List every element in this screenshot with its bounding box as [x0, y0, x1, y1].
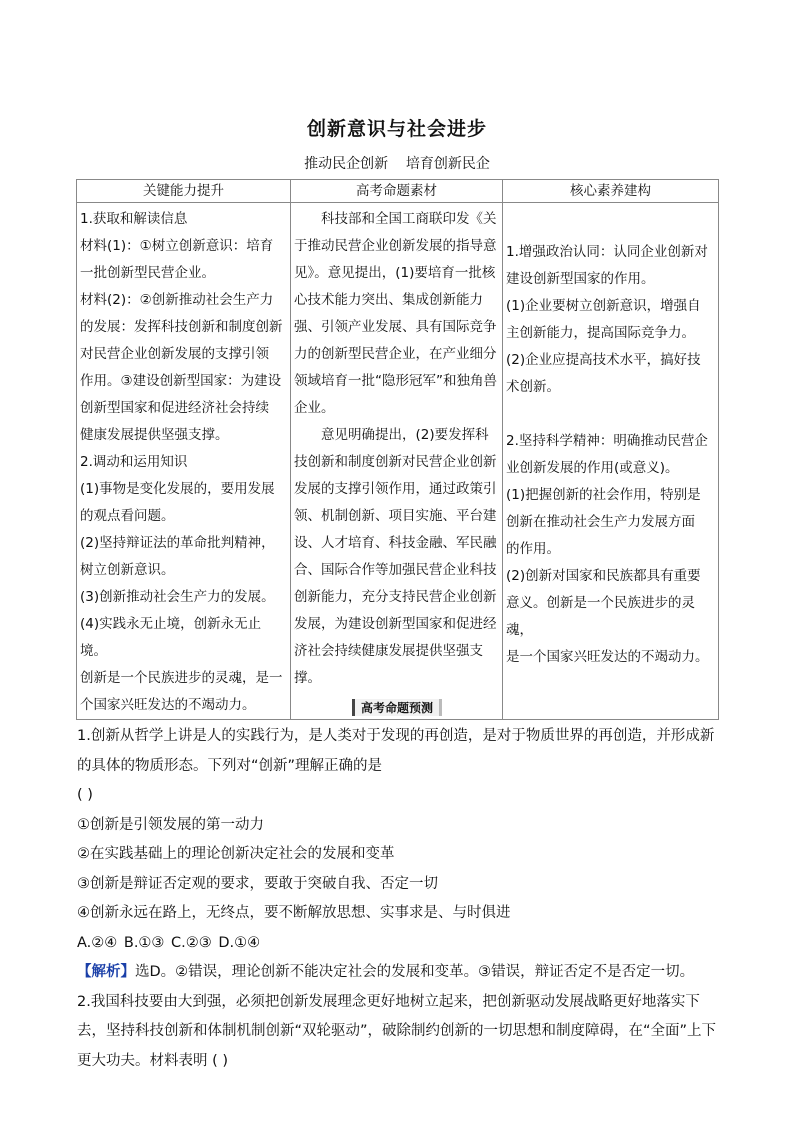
text-line: (2)坚持辩证法的革命批判精神， — [80, 535, 275, 551]
text-line: 作用。③建设创新型国家：为建设 — [80, 373, 282, 389]
text-line: (1)事物是变化发展的，要用发展 — [80, 481, 275, 497]
text-line: 的作用。 — [506, 541, 560, 557]
text-line: 术创新。 — [506, 379, 560, 395]
text-line: 材料(1)：①树立创新意识：培育 — [80, 238, 274, 254]
literacy-block-2 — [506, 428, 715, 671]
text-line: 2.调动和运用知识 — [80, 454, 188, 470]
text-line: 材料(2)：②创新推动社会生产力 — [80, 292, 274, 308]
text-line: 创新是一个民族进步的灵魂，是一 — [80, 670, 283, 686]
analysis-table — [76, 179, 719, 720]
material-paragraph-1: 科技部和全国工商联印发《关于推动民营企业创新发展的指导意见》。意见提出，(1)要培育一批核心技术能力突出、集成创新能力强、引领产业发展、具有国际竞争力的创新型民营企业，在产业细分领域培育一批“隐形冠军”和独角兽企业。 — [294, 211, 497, 416]
text-line: 意义。创新是一个民族进步的灵魂， — [506, 595, 695, 638]
text-line: 创新型国家和促进经济社会持续 — [80, 400, 269, 416]
text-line: 2.坚持科学精神：明确推动民营企 — [506, 433, 708, 449]
text-line: 是一个国家兴旺发达的不竭动力。 — [506, 649, 709, 665]
literacy-block-1 — [506, 239, 715, 401]
text-line: 建设创新型国家的作用。 — [506, 271, 655, 287]
text-line: 对民营企业创新发展的支撑引领 — [80, 346, 269, 362]
question-1-stem: 1.创新从哲学上讲是人的实践行为，是人类对于发现的再创造，是对于物质世界的再创造，并形成新的具体的物质形态。下列对“创新”理解正确的是 — [77, 728, 715, 774]
table-header-row — [77, 180, 719, 203]
text-line: 一批创新型民营企业。 — [80, 265, 215, 281]
text-line: (1)把握创新的社会作用，特别是 — [506, 487, 701, 503]
text-line: 树立创新意识。 — [80, 562, 175, 578]
text-line: (2)创新对国家和民族都具有重要 — [506, 568, 701, 584]
text-line: 业创新发展的作用(或意义)。 — [506, 460, 679, 476]
question-1-item: ③创新是辩证否定观的要求，要敢于突破自我、否定一切 — [77, 875, 438, 892]
analysis-text: 选D。②错误，理论创新不能决定社会的发展和变革。③错误，辩证否定不是否定一切。 — [135, 964, 695, 980]
text-line: 健康发展提供坚强支撑。 — [80, 427, 229, 443]
question-1-blank: ( ) — [77, 787, 93, 803]
question-1-item: ①创新是引领发展的第一动力 — [77, 816, 264, 833]
text-line: 1.增强政治认同：认同企业创新对 — [506, 244, 708, 260]
text-line: 的观点看问题。 — [80, 508, 175, 524]
text-line: 创新在推动社会生产力发展方面 — [506, 514, 695, 530]
analysis-tag: 【解析】 — [77, 964, 135, 980]
section-banner — [0, 699, 794, 716]
question-1-analysis — [77, 958, 719, 988]
page-title: 创新意识与社会进步 — [306, 118, 487, 140]
text-line: 1.获取和解读信息 — [80, 211, 188, 227]
text-line: (3)创新推动社会生产力的发展。 — [80, 589, 275, 605]
header-exam-material: 高考命题素材 — [291, 180, 503, 203]
key-ability-cell — [77, 203, 291, 720]
question-1-options: A.②④ B.①③ C.②③ D.①④ — [77, 934, 261, 951]
header-key-ability: 关键能力提升 — [77, 180, 291, 203]
text-line: 个国家兴旺发达的不竭动力。 — [80, 697, 256, 713]
header-core-literacy: 核心素养建构 — [503, 180, 719, 203]
banner-label: 高考命题预测 — [352, 699, 442, 716]
text-line: (4)实践永无止境，创新永无止境。 — [80, 616, 262, 659]
core-literacy-cell — [503, 203, 719, 720]
question-1-item: ②在实践基础上的理论创新决定社会的发展和变革 — [77, 846, 395, 862]
text-line: 的发展：发挥科技创新和制度创新 — [80, 319, 283, 335]
question-section — [77, 722, 719, 1076]
text-line: (1)企业要树立创新意识，增强自 — [506, 298, 701, 314]
question-1-item: ④创新永远在路上，无终点，要不断解放思想、实事求是、与时俱进 — [77, 905, 511, 921]
material-paragraph-2: 意见明确提出，(2)要发挥科技创新和制度创新对民营企业创新发展的支撑引领作用，通过政策引领、机制创新、项目实施、平台建设、人才培育、科技金融、军民融合、国际合作等加强民营企业科技创新能力，充分支持民营企业创新发展，为建设创新型国家和促进经济社会持续健康发展提供坚强支撑。 — [294, 427, 497, 686]
question-2-stem: 2.我国科技要由大到强，必须把创新发展理念更好地树立起来，把创新驱动发展战略更好地落实下去，坚持科技创新和体制机制创新“双轮驱动”，破除制约创新的一切思想和制度障碍，在“全面”上下更大功夫。材料表明 ( ) — [77, 993, 717, 1069]
text-line: 主创新能力，提高国际竞争力。 — [506, 325, 695, 341]
page-subtitle: 推动民企创新 培育创新民企 — [304, 156, 490, 172]
table-body-row — [77, 203, 719, 720]
exam-material-cell — [291, 203, 503, 720]
text-line: (2)企业应提高技术水平，搞好技 — [506, 352, 701, 368]
